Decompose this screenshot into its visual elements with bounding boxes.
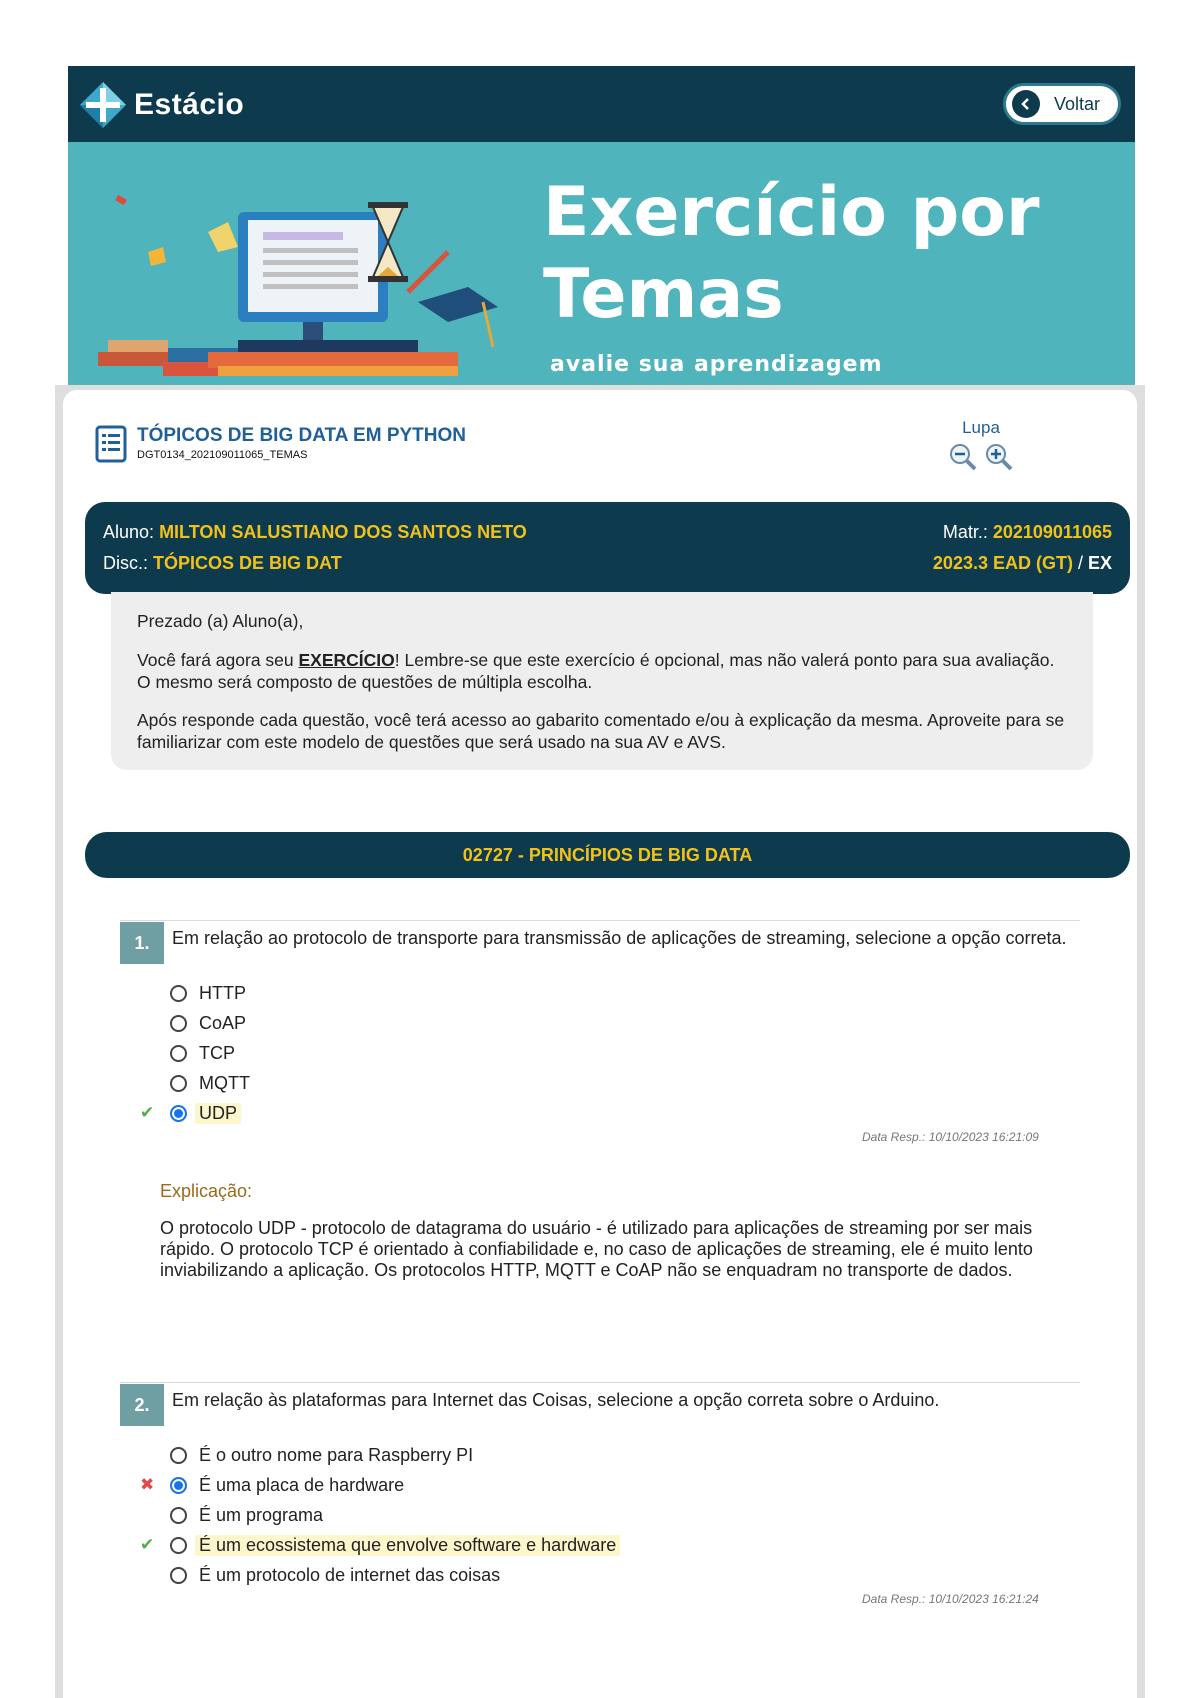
option-label: É um ecossistema que envolve software e hardware bbox=[195, 1535, 620, 1556]
question-divider bbox=[120, 1382, 1080, 1383]
correct-check-icon: ✔ bbox=[140, 1103, 155, 1122]
lupa-label: Lupa bbox=[962, 418, 1000, 437]
matricula-row bbox=[943, 522, 1112, 543]
explanation-title: Explicação: bbox=[160, 1181, 253, 1201]
question-divider bbox=[120, 920, 1080, 921]
study-illustration-icon bbox=[88, 152, 528, 392]
answer-option[interactable] bbox=[170, 980, 246, 1006]
banner-title-line1: Exercício por bbox=[543, 173, 1040, 252]
period-separator: / bbox=[1072, 553, 1088, 573]
radio-button-selected[interactable] bbox=[170, 1477, 187, 1494]
course-header bbox=[95, 425, 466, 463]
back-button[interactable] bbox=[1003, 83, 1121, 125]
option-label: CoAP bbox=[199, 1012, 247, 1033]
explanation-text: O protocolo UDP - protocolo de datagrama do usuário - é utilizado para aplicações de streaming por ser mais rápido. O protocolo TCP é orientado à confiabilidade e, no caso de aplicações de streaming, ele é muito lento inviabilizando a aplicação. Os protocolos HTTP, MQTT e CoAP não se enquadram no transporte de dados. bbox=[160, 1218, 1033, 1280]
intro-greeting: Prezado (a) Aluno(a), bbox=[137, 611, 304, 631]
document-icon bbox=[95, 425, 129, 463]
wrong-x-icon: ✖ bbox=[140, 1475, 155, 1494]
intro-p1-before: Você fará agora seu bbox=[137, 650, 299, 670]
banner bbox=[68, 142, 1135, 392]
zoom-out-icon[interactable] bbox=[948, 442, 978, 472]
answer-option-selected[interactable] bbox=[170, 1100, 241, 1126]
answer-option[interactable] bbox=[170, 1532, 620, 1558]
option-label: MQTT bbox=[199, 1072, 250, 1093]
option-label: UDP bbox=[195, 1103, 241, 1124]
estacio-logo-icon bbox=[78, 80, 128, 130]
answer-option[interactable] bbox=[170, 1070, 250, 1096]
matr-label: Matr.: bbox=[942, 522, 988, 542]
intro-p1-bold: EXERCÍCIO bbox=[298, 650, 395, 670]
answer-option[interactable] bbox=[170, 1040, 235, 1066]
period-type: EX bbox=[1087, 553, 1112, 573]
option-label: TCP bbox=[199, 1042, 235, 1063]
response-date: Data Resp.: 10/10/2023 16:21:09 bbox=[862, 1130, 1039, 1144]
banner-title-line2: Temas bbox=[543, 255, 784, 334]
matr-value: 202109011065 bbox=[992, 522, 1112, 542]
student-info-box bbox=[85, 502, 1130, 594]
intro-box bbox=[111, 592, 1093, 770]
aluno-name: MILTON SALUSTIANO DOS SANTOS NETO bbox=[159, 522, 527, 542]
question-text: Em relação ao protocolo de transporte para transmissão de aplicações de streaming, selecione a opção correta. bbox=[172, 928, 1067, 948]
question-number: 1. bbox=[120, 922, 164, 964]
radio-button-selected[interactable] bbox=[170, 1105, 187, 1122]
disc-value: TÓPICOS DE BIG DAT bbox=[153, 553, 342, 573]
radio-button[interactable] bbox=[170, 1015, 187, 1032]
question-text: Em relação às plataformas para Internet das Coisas, selecione a opção correta sobre o Arduino. bbox=[172, 1390, 940, 1410]
option-label: É uma placa de hardware bbox=[199, 1474, 405, 1495]
back-button-label: Voltar bbox=[1054, 93, 1101, 114]
period-row bbox=[933, 553, 1112, 574]
question-number: 2. bbox=[120, 1384, 164, 1426]
answer-option[interactable] bbox=[170, 1502, 323, 1528]
course-code: DGT0134_202109011065_TEMAS bbox=[137, 449, 308, 461]
answer-option[interactable] bbox=[170, 1442, 473, 1468]
section-title-bar bbox=[85, 832, 1130, 878]
course-title: TÓPICOS DE BIG DATA EM PYTHON bbox=[137, 425, 466, 446]
radio-button[interactable] bbox=[170, 1075, 187, 1092]
radio-button[interactable] bbox=[170, 1537, 187, 1554]
response-date: Data Resp.: 10/10/2023 16:21:24 bbox=[862, 1592, 1039, 1606]
zoom-in-icon[interactable] bbox=[984, 442, 1014, 472]
answer-option[interactable] bbox=[170, 1562, 500, 1588]
chevron-left-icon bbox=[1012, 90, 1040, 118]
section-title: 02727 - PRINCÍPIOS DE BIG DATA bbox=[462, 844, 753, 865]
option-label: É o outro nome para Raspberry PI bbox=[199, 1444, 474, 1465]
intro-paragraph-1 bbox=[137, 649, 1067, 693]
answer-option[interactable] bbox=[170, 1010, 246, 1036]
discipline-row bbox=[103, 553, 342, 574]
option-label: É um protocolo de internet das coisas bbox=[199, 1564, 501, 1585]
intro-paragraph-2: Após responde cada questão, você terá acesso ao gabarito comentado e/ou à explicação da mesma. Aproveite para se familiarizar com este modelo de questões que será usado na sua AV e AVS. bbox=[137, 710, 1065, 752]
estacio-logo[interactable] bbox=[78, 80, 244, 130]
correct-check-icon: ✔ bbox=[140, 1535, 155, 1554]
option-label: É um programa bbox=[199, 1504, 324, 1525]
intro-p1-after: ! Lembre-se que este exercício é opcional, mas não valerá ponto para sua avaliação. O mesmo será composto de questões de múltipla escolha. bbox=[137, 650, 1055, 692]
aluno-label: Aluno: bbox=[103, 522, 155, 542]
radio-button[interactable] bbox=[170, 1045, 187, 1062]
page-header bbox=[68, 66, 1135, 392]
logo-text: Estácio bbox=[134, 88, 245, 121]
option-label: HTTP bbox=[199, 982, 246, 1003]
banner-title bbox=[543, 172, 1040, 336]
period-value: 2023.3 EAD (GT) bbox=[932, 553, 1073, 573]
radio-button[interactable] bbox=[170, 1507, 187, 1524]
radio-button[interactable] bbox=[170, 1567, 187, 1584]
banner-subtitle: avalie sua aprendizagem bbox=[550, 352, 883, 377]
student-name-row bbox=[103, 522, 527, 543]
magnifier-tool bbox=[948, 418, 1014, 472]
radio-button[interactable] bbox=[170, 985, 187, 1002]
radio-button[interactable] bbox=[170, 1447, 187, 1464]
disc-label: Disc.: bbox=[103, 553, 148, 573]
answer-option-selected[interactable] bbox=[170, 1472, 404, 1498]
top-bar bbox=[68, 66, 1135, 142]
